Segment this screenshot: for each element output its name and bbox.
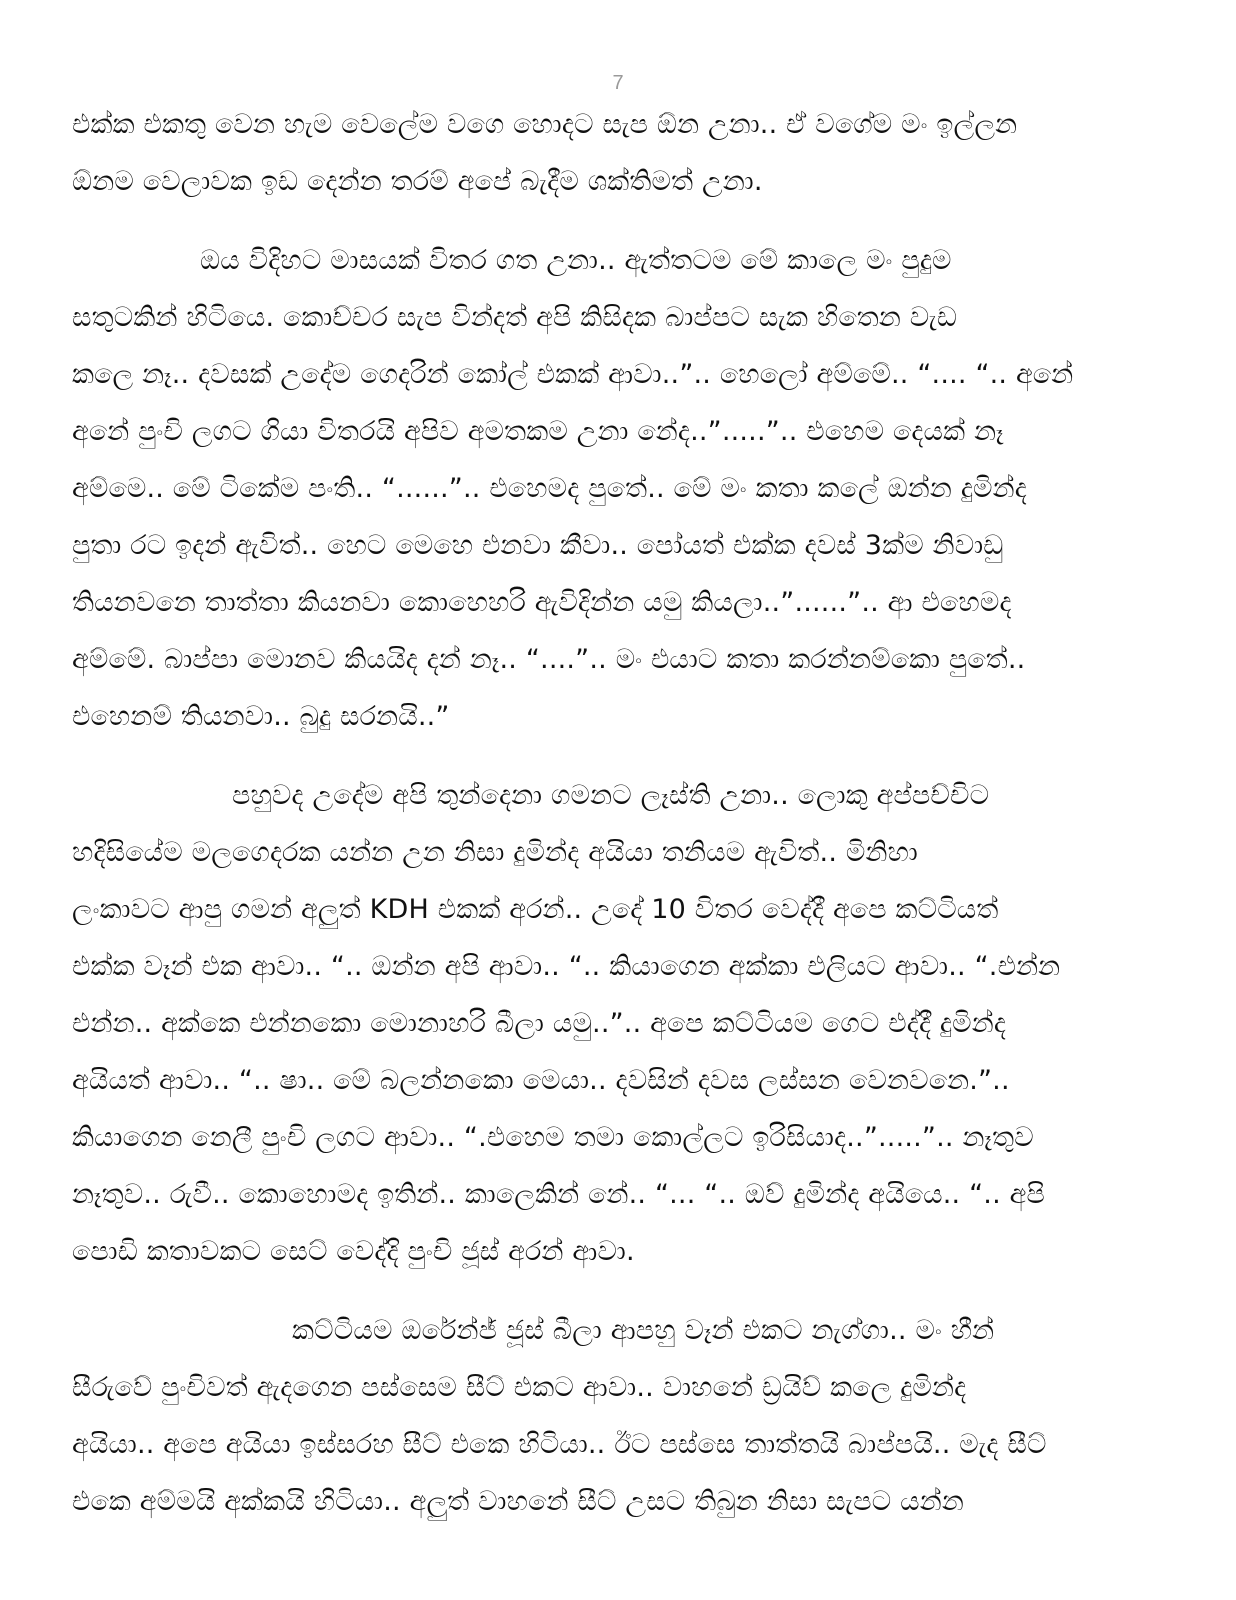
text-line: එකෙ අම්මයි අක්කයි හිටියා.. අලුත් වාහනේ සීට් උසට තිබුන නිසා සැපට යන්න [72, 1486, 965, 1517]
paragraph-4 [72, 1302, 1166, 1530]
text-line: එහෙනම් තියනවා.. බුදු සරනයි..” [72, 701, 450, 732]
text-line: නෑතුව.. රුවී.. කොහොමද ඉතින්.. කාලෙකින් නේ.. “... “.. ඔව් දුමින්ද අයියෙ.. “.. අපි [72, 1179, 1045, 1210]
text-line: එක්ක වෑන් එක ආවා.. “.. ඔන්න අපි ආවා.. “.. කියාගෙන අක්කා එලියට ආවා.. “.එන්න [72, 951, 1061, 982]
paragraph-1 [72, 96, 1166, 210]
text-line: හදිසියේම මලගෙදරක යන්න උන නිසා දුමින්ද අයියා තනියම ඇවිත්.. මිනිහා [72, 837, 918, 868]
text-line: තියනවනෙ තාත්තා කියනවා කොහෙහරි ඇවිදින්න යමු කියලා..”......”.. ආ එහෙමද [72, 587, 1012, 618]
text-line: කියාගෙන නෙලී පුංචි ලගට ආවා.. “.එහෙම තමා කොල්ලට ඉරිසියාද..”.....”.. නෑතුව [72, 1122, 1034, 1153]
text-line: අනේ පුංචි ලගට ගියා විතරයි අපිව අමතකම උනා නේද..”.....”.. එහෙම දෙයක් නෑ [72, 416, 1004, 447]
text-line: පොඩි කතාවකට සෙට් වෙද්දි පුංචි ජූස් අරන් ආවා. [72, 1236, 635, 1267]
text-line: අම්මේ. බාප්පා මොනව කියයිද දන් නෑ.. “....”.. මං එයාට කතා කරන්නම්කො පුතේ.. [72, 644, 1026, 675]
text-line: පුතා රට ඉදන් ඇවිත්.. හෙට මෙහෙ එනවා කීවා.. පෝයත් එක්ක දවස් 3ක්ම නිවාඩු [72, 530, 1004, 561]
text-line: සතුටකින් හිටියෙ. කොච්චර සැප වින්දත් අපි කිසිදක බාප්පට සැක හිතෙන වැඩ [72, 302, 958, 333]
text-line: පහුවද උදේම අපි තුන්දෙනා ගමනට ලෑස්ති උනා.. ලොකු අප්පච්චිට [232, 780, 990, 811]
text-line: අයියත් ආවා.. “.. ෂා.. මේ බලන්නකො මෙයා.. දවසින් දවස ලස්සන වෙනවනෙ.”.. [72, 1065, 1010, 1096]
text-line: එක්ක එකතු වෙන හැම වෙලේම වගෙ හොදට සැප ඕන උනා.. ඒ වගේම මං ඉල්ලන [72, 109, 1018, 140]
text-line: අම්මෙ.. මේ ටිකේම පංති.. “......”.. එහෙමද පුතේ.. මේ මං කතා කලේ ඔන්න දුමින්ද [72, 473, 1027, 504]
text-line: කට්ටියම ඔරේන්ජ් ජූස් බීලා ආපහු වෑන් එකට නැග්ගා.. මං හීන් [292, 1315, 995, 1346]
text-line: ලංකාවට ආපු ගමන් අලුත් KDH එකක් අරන්.. උදේ 10 විතර වෙද්දී අපෙ කට්ටියත් [72, 894, 999, 925]
paragraph-2 [72, 232, 1166, 745]
text-line: එන්න.. අක්කෙ එන්නකො මොනාහරි බීලා යමු..”.. අපෙ කට්ටියම ගෙට එද්දී දුමින්ද [72, 1008, 1007, 1039]
document-body [72, 96, 1166, 1552]
text-line: කලෙ නෑ.. දවසක් උදේම ගෙදරින් කෝල් එකක් ආවා..”.. හෙලෝ අම්මේ.. “.... “.. අනේ [72, 359, 1074, 390]
page-number: 7 [612, 72, 624, 94]
text-line: ඕනම වෙලාවක ඉඩ දෙන්න තරම් අපේ බැදීම ශක්තිමත් උනා. [72, 166, 763, 197]
paragraph-3 [72, 767, 1166, 1280]
text-line: අයියා.. අපෙ අයියා ඉස්සරහ සීට් එකෙ හිටියා.. ඊට පස්සෙ තාත්තයි බාප්පයි.. මැද සීට් [72, 1429, 1047, 1460]
text-line: සීරුවේ පුංචිවත් ඇදගෙන පස්සෙම සීට් එකට ආවා.. වාහනේ ඩ්‍රයිව් කලෙ දුමින්ද [72, 1372, 967, 1403]
text-line: ඔය විදිහට මාසයක් විතර ගත උනා.. ඇත්තටම මේ කාලෙ මං පුදුම [200, 245, 952, 276]
